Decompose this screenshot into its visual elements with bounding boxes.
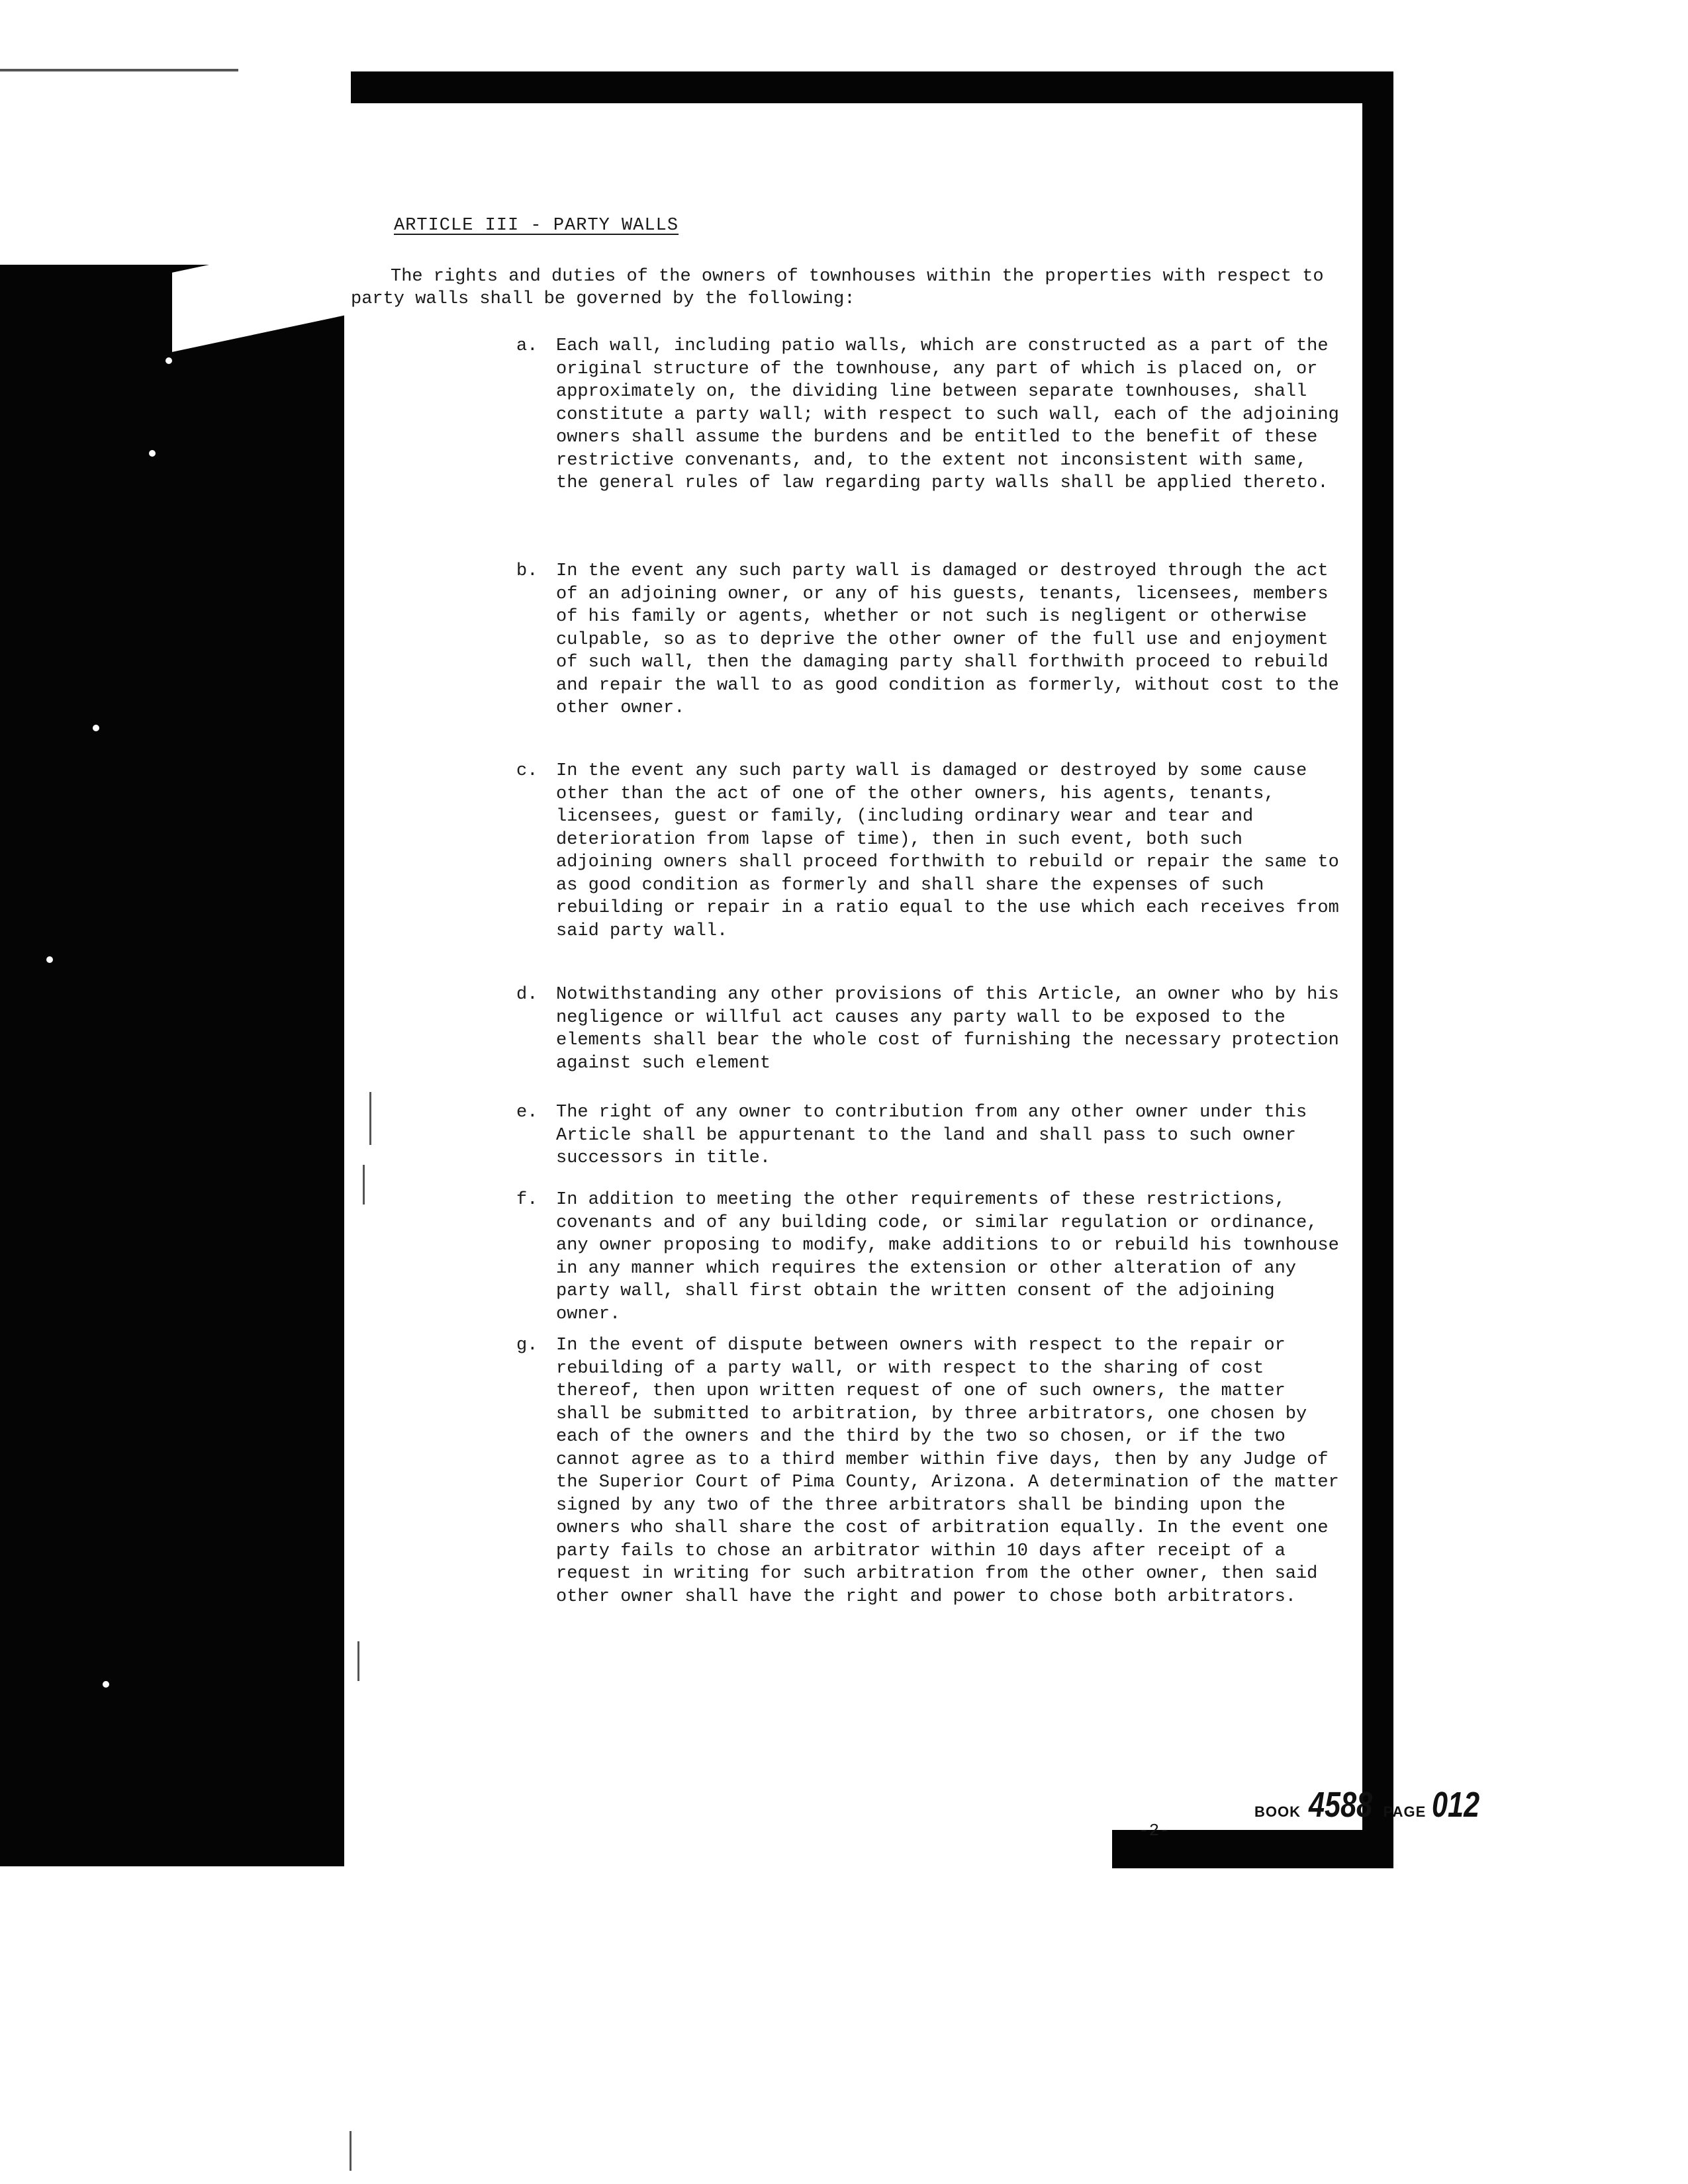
item-text: In the event any such party wall is damaged or destroyed through the act of an adjoining owner, or any of his guests, tenants, licensees, members of his family or agents, whether or not such is negligent or otherwise culpable, so as to deprive the other owner of the full use and enjoyment of such wall, then the damaging party shall forthwith proceed to rebuild and repair the wall to as good condition as formerly, without cost to the other owner. (556, 561, 1339, 718)
recording-stamp (1254, 1784, 1485, 1825)
book-label: BOOK (1254, 1803, 1301, 1820)
item-letter: e. (516, 1103, 538, 1122)
item-text: Each wall, including patio walls, which are constructed as a part of the original structure of the townhouse, any part of which is placed on, or approximately on, the dividing line between separate townhouses, shall constitute a party wall; with respect to such wall, each of the adjoining owners shall assume the burdens and be entitled to the benefit of these restrictive convenants, and, to the extent not inconsistent with same, the general rules of law regarding party walls shall be applied thereto. (556, 336, 1339, 493)
item-text: In the event of dispute between owners with respect to the repair or rebuilding of a party wall, or with respect to the sharing of cost thereof, then upon written request of one of such owners, the matter shall be submitted to arbitration, by three arbitrators, one chosen by each of the owners and the third by the two so chosen, or if the two cannot agree as to a third member within five days, then by any Judge of the Superior Court of Pima County, Arizona. A determination of the matter signed by any two of the three arbitrators shall be binding upon the owners who shall share the cost of arbitration equally. In the event one party fails to chose an arbitrator within 10 days after receipt of a request in writing for such arbitration from the other owner, then said other owner shall have the right and power to chose both arbitrators. (556, 1336, 1339, 1607)
item-text: Notwithstanding any other provisions of this Article, an owner who by his negligence or willful act causes any party wall to be exposed to the elements shall bear the whole cost of furnishing the necessary protection against such element (556, 985, 1339, 1073)
list-item-f (516, 1189, 1344, 1326)
scan-artifact-mark (350, 2131, 352, 2171)
scan-artifact-rule (0, 69, 238, 71)
scan-speck (46, 956, 53, 963)
article-intro: The rights and duties of the owners of townhouses within the properties with respect to party walls shall be governed by the following: (351, 267, 1324, 309)
list-item-e (516, 1101, 1344, 1170)
scan-speck (149, 450, 156, 457)
page-label: PAGE (1383, 1803, 1427, 1820)
scan-speck (93, 725, 99, 731)
list-item-d (516, 983, 1344, 1075)
item-text: The right of any owner to contribution from any other owner under this Article shall be appurtenant to the land and shall pass to such owner successors in title. (556, 1103, 1307, 1168)
item-letter: f. (516, 1190, 538, 1210)
item-letter: d. (516, 985, 538, 1005)
list-item-b (516, 560, 1344, 720)
scan-speck (165, 357, 172, 364)
article-heading: ARTICLE III - PARTY WALLS (394, 216, 679, 236)
page-number: -2- (1139, 1821, 1170, 1841)
item-letter: c. (516, 761, 538, 781)
scan-border-right (1362, 71, 1393, 1868)
stamp-page-number: 012 (1432, 1785, 1480, 1825)
scan-border-top (351, 71, 1393, 103)
document-page (351, 103, 1480, 1841)
item-text: In addition to meeting the other requirements of these restrictions, covenants and of any building code, or similar regulation or ordinance, any owner proposing to modify, make additions to or rebuild his townhouse in any manner which requires the extension or other alteration of any party wall, shall first obtain the written consent of the adjoining owner. (556, 1190, 1339, 1324)
list-item-g (516, 1334, 1344, 1608)
item-letter: g. (516, 1336, 538, 1355)
list-item-a (516, 335, 1344, 495)
item-text: In the event any such party wall is damaged or destroyed by some cause other than the act of one of the other owners, his agents, tenants, licensees, guest or family, (including ordinary wear and tear and deterioration from lapse of time), then in such event, both such adjoining owners shall proceed forthwith to rebuild or repair the same to as good condition as formerly and shall share the expenses of such rebuilding or repair in a ratio equal to the use which each receives from said party wall. (556, 761, 1339, 941)
item-letter: b. (516, 561, 538, 581)
scan-shadow-left (0, 265, 344, 1866)
item-letter: a. (516, 336, 538, 356)
list-item-c (516, 760, 1344, 942)
book-number: 4588 (1309, 1785, 1373, 1825)
scan-speck (103, 1681, 109, 1688)
